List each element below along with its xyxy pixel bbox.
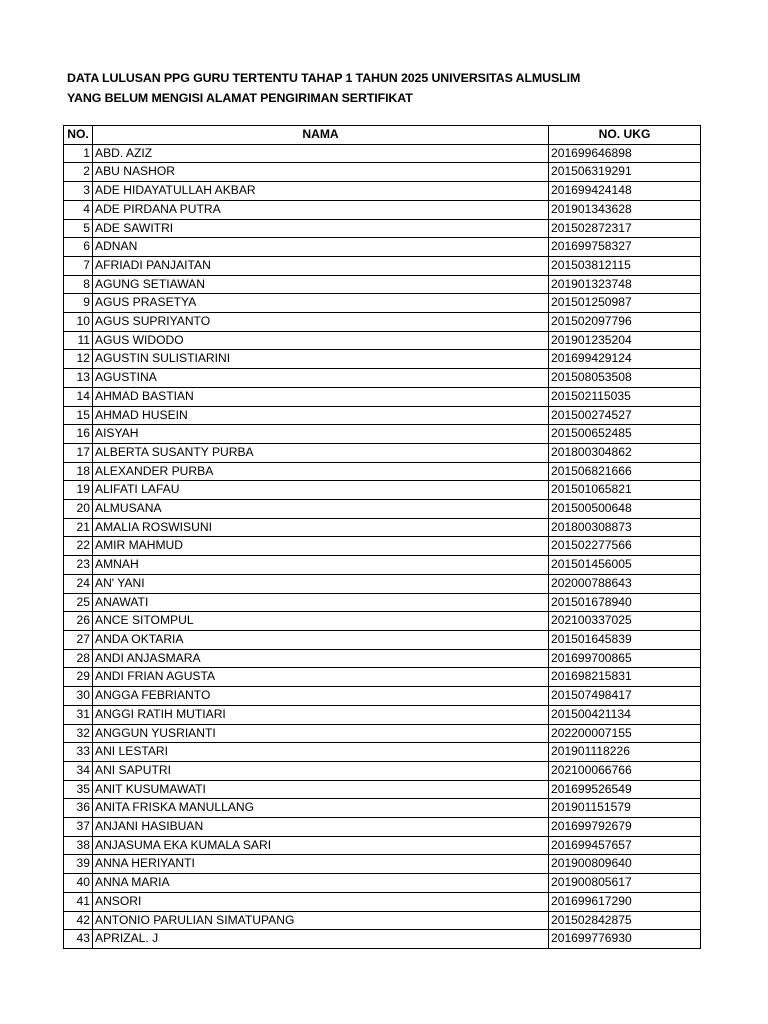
row-number: 38 <box>64 836 93 855</box>
row-ukg-number: 201502097796 <box>549 313 701 332</box>
table-row <box>64 930 701 949</box>
row-name: AMNAH <box>93 556 549 575</box>
row-ukg-number: 201901323748 <box>549 275 701 294</box>
row-number: 41 <box>64 892 93 911</box>
table-row <box>64 687 701 706</box>
table-row <box>64 144 701 163</box>
table-row <box>64 425 701 444</box>
row-ukg-number: 201503812115 <box>549 256 701 275</box>
table-row <box>64 163 701 182</box>
row-number: 26 <box>64 612 93 631</box>
row-name: ANI SAPUTRI <box>93 761 549 780</box>
table-row <box>64 238 701 257</box>
row-name: AISYAH <box>93 425 549 444</box>
row-ukg-number: 201699526549 <box>549 780 701 799</box>
table-row <box>64 612 701 631</box>
document-title-line-2: YANG BELUM MENGISI ALAMAT PENGIRIMAN SERTIFIKAT <box>67 91 413 105</box>
row-name: ANDI FRIAN AGUSTA <box>93 668 549 687</box>
row-name: ADE PIRDANA PUTRA <box>93 200 549 219</box>
row-ukg-number: 201901235204 <box>549 331 701 350</box>
row-ukg-number: 201508053508 <box>549 369 701 388</box>
row-name: ANNA MARIA <box>93 874 549 893</box>
row-number: 25 <box>64 593 93 612</box>
table-row <box>64 275 701 294</box>
row-number: 18 <box>64 462 93 481</box>
row-number: 33 <box>64 743 93 762</box>
row-ukg-number: 201501456005 <box>549 556 701 575</box>
row-ukg-number: 201699776930 <box>549 930 701 949</box>
row-ukg-number: 201502115035 <box>549 387 701 406</box>
table-row <box>64 200 701 219</box>
row-number: 11 <box>64 331 93 350</box>
row-ukg-number: 201900805617 <box>549 874 701 893</box>
row-name: AGUSTINA <box>93 369 549 388</box>
row-number: 19 <box>64 481 93 500</box>
row-number: 16 <box>64 425 93 444</box>
row-ukg-number: 202100337025 <box>549 612 701 631</box>
row-ukg-number: 201501678940 <box>549 593 701 612</box>
table-row <box>64 818 701 837</box>
row-number: 40 <box>64 874 93 893</box>
table-row <box>64 836 701 855</box>
table-header-row <box>64 126 701 145</box>
row-ukg-number: 201900809640 <box>549 855 701 874</box>
row-name: ABU NASHOR <box>93 163 549 182</box>
row-ukg-number: 201699758327 <box>549 238 701 257</box>
row-ukg-number: 202200007155 <box>549 724 701 743</box>
row-number: 42 <box>64 911 93 930</box>
row-ukg-number: 201507498417 <box>549 687 701 706</box>
table-row <box>64 350 701 369</box>
row-number: 21 <box>64 518 93 537</box>
row-name: ADE HIDAYATULLAH AKBAR <box>93 182 549 201</box>
header-nama: NAMA <box>93 126 549 145</box>
row-name: ANCE SITOMPUL <box>93 612 549 631</box>
row-ukg-number: 201500421134 <box>549 705 701 724</box>
table-row <box>64 331 701 350</box>
row-number: 13 <box>64 369 93 388</box>
table-row <box>64 743 701 762</box>
row-ukg-number: 201699617290 <box>549 892 701 911</box>
table-row <box>64 668 701 687</box>
row-name: ANDI ANJASMARA <box>93 649 549 668</box>
row-name: AGUNG SETIAWAN <box>93 275 549 294</box>
table-row <box>64 911 701 930</box>
table-row <box>64 874 701 893</box>
row-number: 14 <box>64 387 93 406</box>
row-ukg-number: 201901343628 <box>549 200 701 219</box>
row-name: ANGGI RATIH MUTIARI <box>93 705 549 724</box>
row-number: 32 <box>64 724 93 743</box>
table-row <box>64 462 701 481</box>
row-name: ALMUSANA <box>93 500 549 519</box>
row-number: 1 <box>64 144 93 163</box>
header-ukg: NO. UKG <box>549 126 701 145</box>
row-name: ANJANI HASIBUAN <box>93 818 549 837</box>
row-number: 36 <box>64 799 93 818</box>
row-ukg-number: 201500652485 <box>549 425 701 444</box>
row-number: 34 <box>64 761 93 780</box>
table-row <box>64 182 701 201</box>
table-row <box>64 219 701 238</box>
row-name: AN' YANI <box>93 574 549 593</box>
table-row <box>64 761 701 780</box>
row-ukg-number: 201901151579 <box>549 799 701 818</box>
row-number: 10 <box>64 313 93 332</box>
row-number: 35 <box>64 780 93 799</box>
row-ukg-number: 201699429124 <box>549 350 701 369</box>
row-name: ANITA FRISKA MANULLANG <box>93 799 549 818</box>
row-ukg-number: 201699457657 <box>549 836 701 855</box>
row-number: 7 <box>64 256 93 275</box>
row-ukg-number: 201502872317 <box>549 219 701 238</box>
row-name: ANAWATI <box>93 593 549 612</box>
row-ukg-number: 201699700865 <box>549 649 701 668</box>
row-name: ABD. AZIZ <box>93 144 549 163</box>
row-ukg-number: 201500274527 <box>549 406 701 425</box>
table-row <box>64 443 701 462</box>
row-name: APRIZAL. J <box>93 930 549 949</box>
row-name: ANGGUN YUSRIANTI <box>93 724 549 743</box>
row-name: ANJASUMA EKA KUMALA SARI <box>93 836 549 855</box>
row-name: AGUS WIDODO <box>93 331 549 350</box>
row-name: AGUS SUPRIYANTO <box>93 313 549 332</box>
row-number: 27 <box>64 630 93 649</box>
table-row <box>64 369 701 388</box>
row-number: 5 <box>64 219 93 238</box>
row-number: 3 <box>64 182 93 201</box>
row-ukg-number: 201800304862 <box>549 443 701 462</box>
row-name: AGUS PRASETYA <box>93 294 549 313</box>
row-ukg-number: 201699424148 <box>549 182 701 201</box>
table-row <box>64 724 701 743</box>
row-ukg-number: 201800308873 <box>549 518 701 537</box>
row-name: ALIFATI LAFAU <box>93 481 549 500</box>
row-ukg-number: 201699792679 <box>549 818 701 837</box>
graduates-table <box>63 125 701 949</box>
row-number: 15 <box>64 406 93 425</box>
table-row <box>64 294 701 313</box>
row-name: AFRIADI PANJAITAN <box>93 256 549 275</box>
row-ukg-number: 201502842875 <box>549 911 701 930</box>
row-name: ALBERTA SUSANTY PURBA <box>93 443 549 462</box>
document-title-line-1: DATA LULUSAN PPG GURU TERTENTU TAHAP 1 TAHUN 2025 UNIVERSITAS ALMUSLIM <box>67 71 581 85</box>
table-row <box>64 518 701 537</box>
row-name: ANI LESTARI <box>93 743 549 762</box>
row-name: AHMAD HUSEIN <box>93 406 549 425</box>
row-name: ANNA HERIYANTI <box>93 855 549 874</box>
row-ukg-number: 201501065821 <box>549 481 701 500</box>
row-ukg-number: 201901118226 <box>549 743 701 762</box>
row-number: 37 <box>64 818 93 837</box>
row-ukg-number: 201501645839 <box>549 630 701 649</box>
row-ukg-number: 201500500648 <box>549 500 701 519</box>
row-number: 31 <box>64 705 93 724</box>
row-number: 8 <box>64 275 93 294</box>
row-ukg-number: 201506821666 <box>549 462 701 481</box>
table-body <box>64 144 701 948</box>
table-row <box>64 256 701 275</box>
row-number: 23 <box>64 556 93 575</box>
row-name: AMALIA ROSWISUNI <box>93 518 549 537</box>
row-ukg-number: 202100066766 <box>549 761 701 780</box>
table-row <box>64 481 701 500</box>
row-ukg-number: 201699646898 <box>549 144 701 163</box>
row-number: 9 <box>64 294 93 313</box>
row-ukg-number: 201501250987 <box>549 294 701 313</box>
row-number: 30 <box>64 687 93 706</box>
row-ukg-number: 201502277566 <box>549 537 701 556</box>
table-row <box>64 855 701 874</box>
row-number: 12 <box>64 350 93 369</box>
row-name: ANTONIO PARULIAN SIMATUPANG <box>93 911 549 930</box>
table-row <box>64 780 701 799</box>
table-row <box>64 500 701 519</box>
row-number: 43 <box>64 930 93 949</box>
table-row <box>64 406 701 425</box>
table-row <box>64 799 701 818</box>
table-row <box>64 574 701 593</box>
row-name: ADNAN <box>93 238 549 257</box>
row-number: 29 <box>64 668 93 687</box>
row-number: 39 <box>64 855 93 874</box>
header-no: NO. <box>64 126 93 145</box>
row-name: ANGGA FEBRIANTO <box>93 687 549 706</box>
row-name: ANDA OKTARIA <box>93 630 549 649</box>
row-number: 22 <box>64 537 93 556</box>
row-number: 28 <box>64 649 93 668</box>
row-name: ADE SAWITRI <box>93 219 549 238</box>
row-name: AGUSTIN SULISTIARINI <box>93 350 549 369</box>
row-number: 20 <box>64 500 93 519</box>
table-row <box>64 313 701 332</box>
row-name: ANIT KUSUMAWATI <box>93 780 549 799</box>
row-number: 4 <box>64 200 93 219</box>
row-number: 24 <box>64 574 93 593</box>
row-ukg-number: 201506319291 <box>549 163 701 182</box>
row-name: ALEXANDER PURBA <box>93 462 549 481</box>
table-row <box>64 630 701 649</box>
row-name: AHMAD BASTIAN <box>93 387 549 406</box>
row-number: 2 <box>64 163 93 182</box>
table-row <box>64 387 701 406</box>
row-ukg-number: 201698215831 <box>549 668 701 687</box>
row-name: AMIR MAHMUD <box>93 537 549 556</box>
table-row <box>64 705 701 724</box>
row-number: 6 <box>64 238 93 257</box>
table-row <box>64 556 701 575</box>
row-number: 17 <box>64 443 93 462</box>
row-name: ANSORI <box>93 892 549 911</box>
table-row <box>64 892 701 911</box>
row-ukg-number: 202000788643 <box>549 574 701 593</box>
table-row <box>64 649 701 668</box>
table-row <box>64 593 701 612</box>
table-row <box>64 537 701 556</box>
